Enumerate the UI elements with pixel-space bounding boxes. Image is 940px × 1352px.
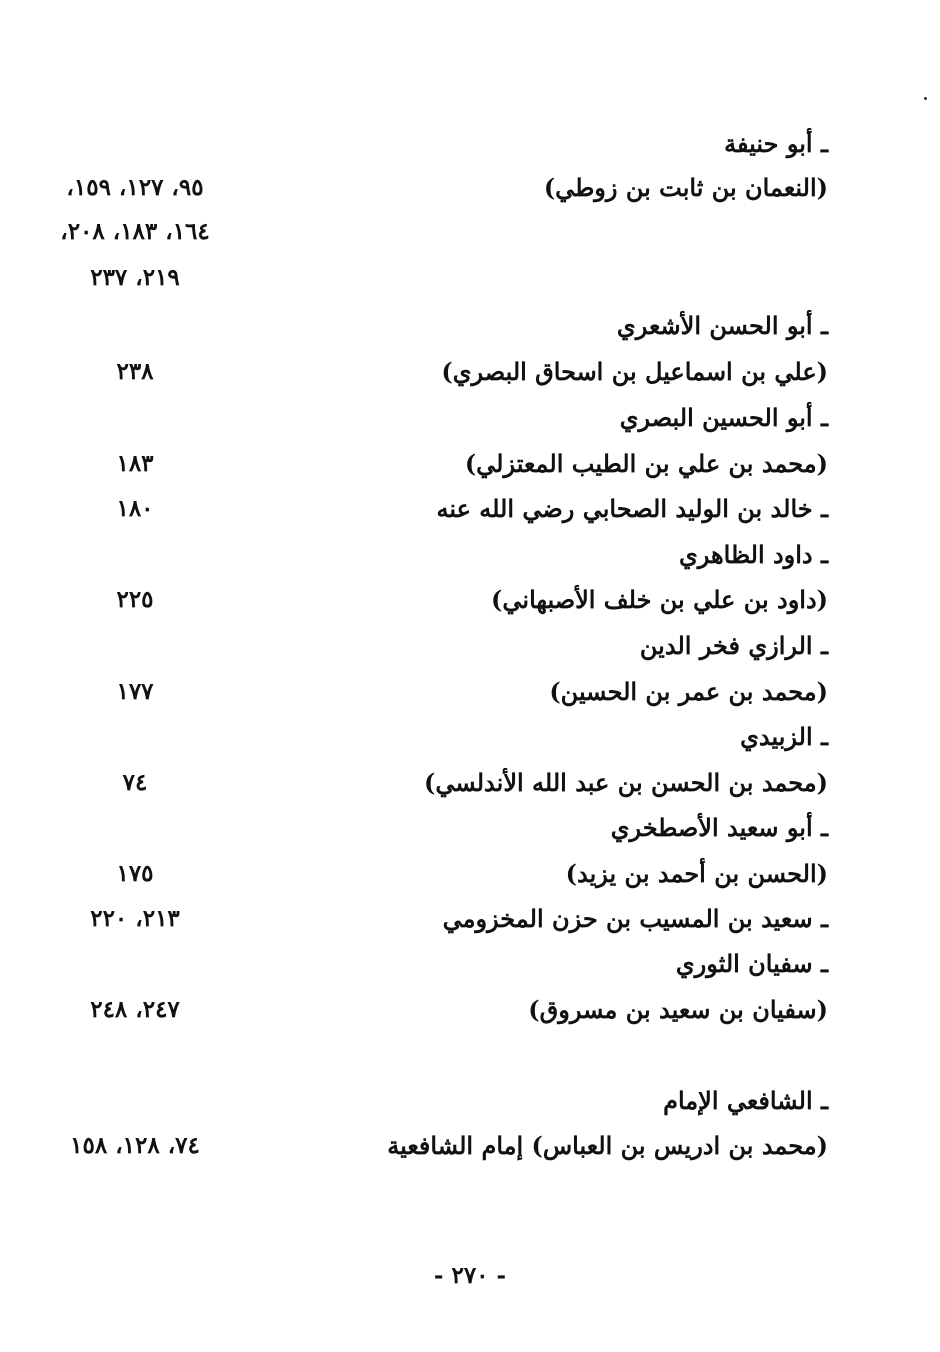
entry-name: (الحسن بن أحمد بن يزيد) (565, 859, 828, 888)
entry-name: (النعمان بن ثابت بن زوطي) (543, 173, 828, 202)
index-entry (0, 487, 940, 531)
index-entry (0, 578, 940, 622)
entry-name: ـ الشافعي الإمام (663, 1086, 828, 1115)
entry-pages: ١٨٠ (116, 495, 154, 522)
index-entry (0, 533, 940, 577)
index-entry (0, 897, 940, 941)
entry-name: ـ داود الظاهري (678, 540, 828, 569)
entry-name: (علي بن اسماعيل بن اسحاق البصري) (441, 357, 828, 386)
entry-name: ـ أبو الحسن الأشعري (616, 311, 828, 340)
index-entry (0, 442, 940, 486)
entry-name: (داود بن علي بن خلف الأصبهاني) (491, 585, 828, 614)
index-entry (0, 852, 940, 896)
entry-pages: ٢٤٧، ٢٤٨ (90, 996, 180, 1023)
entry-name: ـ الرازي فخر الدين (639, 631, 828, 660)
entry-name: ـ سعيد بن المسيب بن حزن المخزومي (442, 904, 828, 933)
index-entry (0, 942, 940, 986)
entry-name: (محمد بن ادريس بن العباس) إمام الشافعية (387, 1131, 828, 1160)
entry-pages: ٧٤، ١٢٨، ١٥٨ (70, 1132, 200, 1159)
index-entry (0, 256, 940, 300)
entry-pages: ١٨٣ (116, 450, 154, 477)
index-entry (0, 806, 940, 850)
entry-pages: ١٧٧ (116, 678, 154, 705)
index-entry (0, 715, 940, 759)
index-entry (0, 988, 940, 1032)
page-number: - ٢٧٠ - (433, 1262, 507, 1289)
entry-pages: ٧٤ (122, 769, 148, 796)
index-entry (0, 761, 940, 805)
entry-pages: ٢٣٨ (116, 358, 154, 385)
entry-name: ـ أبو الحسين البصري (619, 403, 828, 432)
entry-pages: ١٦٤، ١٨٣، ٢٠٨، (60, 218, 210, 245)
index-entry (0, 1079, 940, 1123)
index-entry (0, 304, 940, 348)
entry-pages: ١٧٥ (116, 860, 154, 887)
entry-pages: ٢٢٥ (116, 586, 154, 613)
entry-pages: ٢١٩، ٢٣٧ (90, 264, 180, 291)
entry-name: (محمد بن عمر بن الحسين) (549, 677, 828, 706)
entry-pages: ٢١٣، ٢٢٠ (90, 905, 180, 932)
entry-name: (محمد بن الحسن بن عبد الله الأندلسي) (423, 768, 828, 797)
index-entry (0, 396, 940, 440)
entry-name: ـ أبو حنيفة (724, 129, 828, 158)
entry-name: ـ خالد بن الوليد الصحابي رضي الله عنه (436, 494, 828, 523)
entry-name: (محمد بن علي بن الطيب المعتزلي) (464, 449, 828, 478)
index-entry (0, 166, 940, 210)
index-entry (0, 122, 940, 166)
entry-pages: ٩٥، ١٢٧، ١٥٩، (66, 174, 204, 201)
index-entry (0, 670, 940, 714)
entry-name: ـ الزبيدي (740, 722, 828, 751)
index-entry (0, 210, 940, 254)
entry-name: (سفيان بن سعيد بن مسروق) (528, 995, 828, 1024)
index-entry (0, 1124, 940, 1168)
entry-name: ـ سفيان الثوري (675, 949, 828, 978)
index-entry (0, 350, 940, 394)
scan-speck (924, 97, 927, 100)
entry-name: ـ أبو سعيد الأصطخري (610, 813, 828, 842)
index-entry (0, 624, 940, 668)
